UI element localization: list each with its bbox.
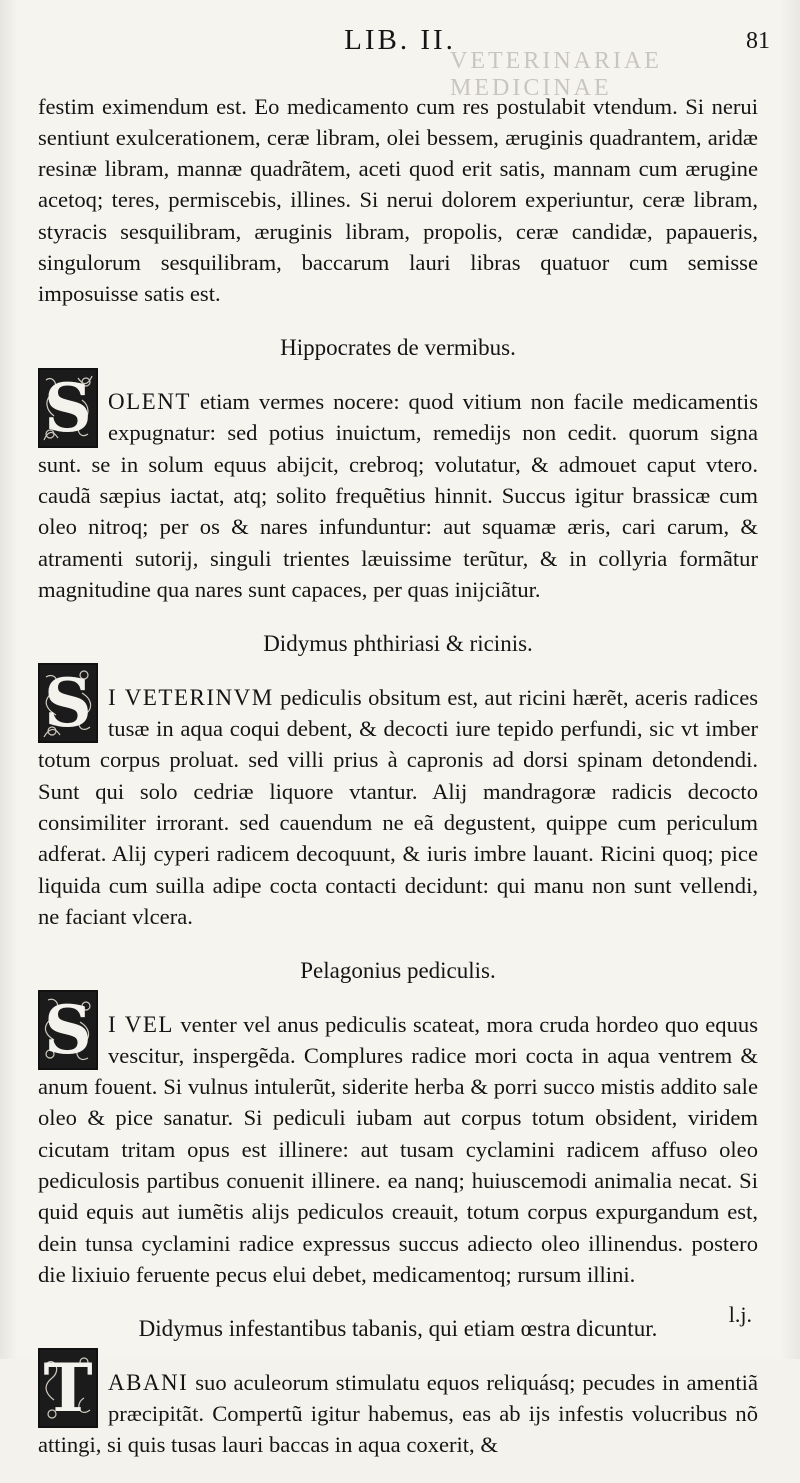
section-heading: Didymus phthiriasi & ricinis. — [263, 630, 533, 656]
running-head — [0, 22, 800, 101]
paragraph-text: festim eximendum est. Eo medicamento cum res postulabit vtendum. Si nerui sentiunt exulcerationem, ceræ libram, olei bessem, æruginis quadrantem, aridæ resinæ libram, mannæ quadrãtem, aceti quod erit satis, mannam cum ærugine acetoq; teres, permiscebis, illines. Si nerui dolorem experiuntur, ceræ libram, styracis sesquilibram, æruginis libram, propolis, ceræ candidæ, papaueris, singulorum sesquilibram, baccarum lauri libras quatuor cum semisse imposuisse satis est. — [38, 93, 758, 307]
bleed-through-text: VETERINARIAE MEDICINAE — [450, 48, 662, 101]
paragraph — [38, 1009, 758, 1291]
section-intro — [38, 68, 758, 332]
initial-letter: S — [44, 990, 92, 1069]
section-heading: Didymus infestantibus tabanis, qui etiam œstra dicuntur. — [138, 1315, 658, 1341]
lead-word: ABANI — [108, 1369, 189, 1395]
section-tabanis — [38, 1313, 758, 1483]
decorated-initial — [38, 990, 98, 1070]
signature-mark: l.j. — [728, 1302, 752, 1327]
initial-letter: T — [43, 1349, 93, 1428]
page-number: 81 — [746, 28, 770, 54]
paragraph — [38, 386, 758, 605]
section-phthiriasi — [38, 628, 758, 955]
decorated-initial — [38, 1348, 98, 1428]
paragraph — [38, 682, 758, 932]
paragraph-text: pediculis obsitum est, aut ricini hærẽt, aceris radices tusæ in aqua coqui debent, & decocti iure tepido perfundi, sic vt imber totum corpus proluat. sed villi prius à capronis ad dorsi spinam detondendi. Sunt qui solo cedriæ liquore vtantur. Alij mandragoræ radicis decocto consimiliter irrorant. sed cauendum ne eã degustent, quippe cum periculum adferat. Alij cyperi radicem decoquunt, & iuris imbre lauant. Ricini quoq; pice liquida cum suilla adipe cocta contacti decidunt: qui manu non sunt vellendi, ne faciant vlcera. — [38, 684, 758, 929]
paragraph-text: suo aculeorum stimulatu equos reliquásq; pecudes in amentiã præcipitãt. Compertũ igitur habemus, eas ab ijs infestis volucribus nõ attingi, si quis tusas lauri baccas in aqua coxerit, & — [38, 1369, 758, 1458]
initial-letter: S — [44, 368, 92, 447]
paragraph-text: etiam vermes nocere: quod vitium non facile medicamentis expugnatur: sed potius inuictum, remedijs non cedit. quorum signa sunt. se in solum equus abijcit, crebroq; volutatur, & admouet caput vtero. caudã sæpius iactat, atq; solito frequẽtius hinnit. Succus igitur brassicæ cum oleo nitroq; per os & nares infunduntur: aut squamæ æris, cari carum, & atramenti sutorij, singuli trientes læuissime terũtur, & in collyria formãtur magnitudine qua nares sunt capaces, per quas inijciãtur. — [38, 389, 758, 602]
lead-word: I VETERINVM — [108, 684, 274, 710]
section-vermibus — [38, 332, 758, 628]
running-title: LIB. II. — [344, 24, 456, 56]
section-pediculis — [38, 955, 758, 1313]
section-heading: Hippocrates de vermibus. — [280, 335, 516, 361]
lead-word: OLENT — [108, 389, 191, 415]
section-heading: Pelagonius pediculis. — [300, 957, 496, 983]
lead-word: I VEL — [108, 1011, 174, 1037]
initial-letter: S — [44, 664, 92, 743]
decorated-initial — [38, 663, 98, 743]
paragraph-text: venter vel anus pediculis scateat, mora cruda hordeo quo equus vescitur, inspergẽda. Complures radice mori cocta in aqua ventrem & anum fouent. Si vulnus intulerũt, siderite herba & porri succo mistis addito sale oleo & pice sanatur. Si pediculi iubam aut corpus totum obsident, viridem cicutam tritam opus est illinere: aut tusam cyclamini radicem affuso oleo pediculosis partibus conuenit illinere. ea nanq; huiuscemodi animalia necat. Si quid equis aut iumẽtis alijs pediculos creauit, totum corpus expurgandum est, dein tunsa cyclamini radice expressus succus adiecto oleo illinendus. postero die lixiuio feruente pecus elui debet, medicamentoq; rursum illini. — [38, 1011, 758, 1287]
decorated-initial — [38, 368, 98, 448]
main-text — [38, 68, 758, 1483]
paragraph — [38, 1367, 758, 1461]
